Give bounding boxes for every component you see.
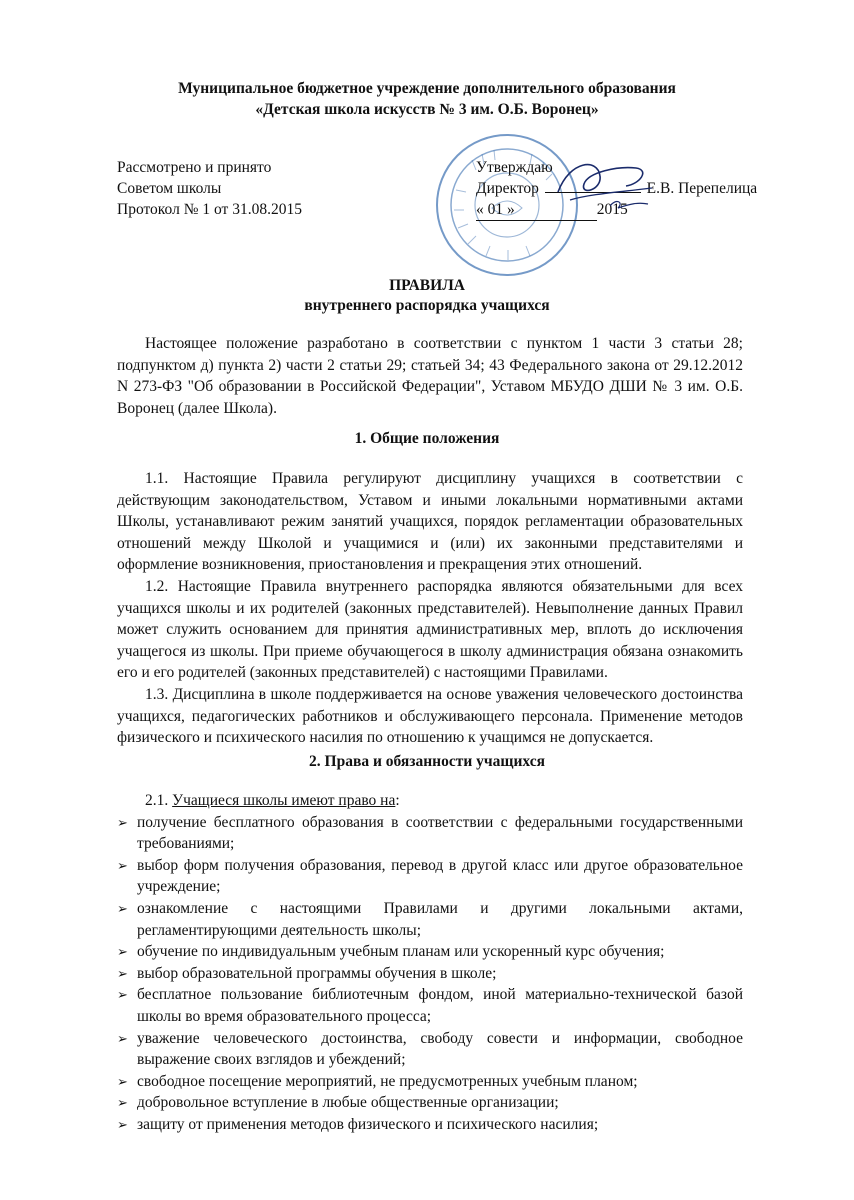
section-1-heading: 1. Общие положения xyxy=(354,430,500,447)
list-item xyxy=(117,984,743,1027)
institution-header xyxy=(0,78,854,120)
list-item xyxy=(117,855,743,898)
section-2-lead: 2.1. Учащиеся школы имеют право на: xyxy=(145,792,400,809)
list-item xyxy=(117,963,743,985)
paragraph-1-1: 1.1. Настоящие Правила регулируют дисциплину учащихся в соответствии с действующим законодательством, Уставом и иными локальными нормативными актами Школы, устанавливают режим занятий учащихся, порядок регламентации образовательных отношений между Школой и учащимися и (или) их законными представителями и оформление возникновения, приостановления и прекращения этих отношений. xyxy=(117,470,743,574)
lead-text: Учащиеся школы имеют право на xyxy=(172,792,396,809)
title-sub: внутреннего распорядка учащихся xyxy=(304,297,550,314)
arrow-bullet-icon: ➢ xyxy=(117,987,128,1003)
list-item-text: выбор форм получения образования, перевод в другой класс или другое образовательное учреждение; xyxy=(137,856,743,896)
header-line-2: «Детская школа искусств № 3 им. О.Б. Воронец» xyxy=(255,101,599,118)
approval-year: 2015 xyxy=(596,201,628,218)
director-signature xyxy=(540,150,670,220)
list-item xyxy=(117,1028,743,1071)
approval-left-line-2: Советом школы xyxy=(117,180,222,197)
section-1-body xyxy=(117,468,743,749)
arrow-bullet-icon: ➢ xyxy=(117,944,128,960)
arrow-bullet-icon: ➢ xyxy=(117,1073,128,1089)
arrow-bullet-icon: ➢ xyxy=(117,1095,128,1111)
list-item-text: защиту от применения методов физического и психического насилия; xyxy=(137,1115,599,1133)
lead-num: 2.1. xyxy=(145,792,169,809)
arrow-bullet-icon: ➢ xyxy=(117,814,128,830)
approval-left xyxy=(117,157,302,220)
title-main: ПРАВИЛА xyxy=(389,277,465,294)
intro-paragraph xyxy=(117,333,743,419)
intro-text: Настоящее положение разработано в соответствии с пунктом 1 части 3 статьи 28; подпунктом д) пункта 2) части 2 статьи 29; статьей 34; 43 Федерального закона от 29.12.2012 N 273-ФЗ "Об образовании в Российской Федерации", Уставом МБУДО ДШИ № 3 им. О.Б. Воронец (далее Школа). xyxy=(117,335,743,417)
list-item xyxy=(117,812,743,855)
paragraph-1-3: 1.3. Дисциплина в школе поддерживается на основе уважения человеческого достоинства учащихся, педагогических работников и обслуживающего персонала. Применение методов физического и психического насилия по отношению к учащимся не допускается. xyxy=(117,685,743,747)
list-item xyxy=(117,1071,743,1093)
list-item-text: уважение человеческого достоинства, свободу совести и информации, свободное выражение своих взглядов и убеждений; xyxy=(137,1029,743,1069)
list-item xyxy=(117,1114,743,1136)
list-item-text: добровольное вступление в любые общественные организации; xyxy=(137,1094,559,1112)
approval-left-line-3: Протокол № 1 от 31.08.2015 xyxy=(117,201,302,218)
rights-list xyxy=(117,812,743,1136)
director-role: Директор xyxy=(476,180,539,197)
list-item-text: свободное посещение мероприятий, не предусмотренных учебным планом; xyxy=(137,1072,638,1090)
arrow-bullet-icon: ➢ xyxy=(117,1030,128,1046)
section-2-body xyxy=(117,790,743,1136)
list-item xyxy=(117,898,743,941)
paragraph-1-2: 1.2. Настоящие Правила внутреннего распорядка являются обязательными для всех учащихся школы и их родителей (законных представителей). Невыполнение данных Правил может служить основанием для принятия административных мер, вплоть до исключения учащегося из школы. При приеме обучающегося в школу администрация обязана ознакомить его и его родителей (законных представителей) с настоящими Правилами. xyxy=(117,577,743,682)
approval-right-line-1: Утверждаю xyxy=(476,159,553,176)
document-title xyxy=(0,276,854,316)
header-line-1: Муниципальное бюджетное учреждение дополнительного образования xyxy=(178,80,676,97)
director-name: Е.В. Перепелица xyxy=(646,180,758,197)
list-item-text: получение бесплатного образования в соответствии с федеральными государственными требованиями; xyxy=(137,813,743,853)
list-item-text: ознакомление с настоящими Правилами и другими локальными актами, регламентирующими деятельность школы; xyxy=(137,899,743,939)
approval-left-line-1: Рассмотрено и принято xyxy=(117,159,272,176)
arrow-bullet-icon: ➢ xyxy=(117,900,128,916)
list-item xyxy=(117,941,743,963)
list-item-text: бесплатное пользование библиотечным фондом, иной материально-технической базой школы во время образовательного процесса; xyxy=(137,986,743,1025)
list-item-text: выбор образовательной программы обучения в школе; xyxy=(137,964,497,982)
arrow-bullet-icon: ➢ xyxy=(117,857,128,873)
arrow-bullet-icon: ➢ xyxy=(117,1116,128,1132)
arrow-bullet-icon: ➢ xyxy=(117,965,128,981)
section-2-heading: 2. Права и обязанности учащихся xyxy=(309,753,545,770)
list-item-text: обучение по индивидуальным учебным планам или ускоренный курс обучения; xyxy=(137,943,665,961)
list-item xyxy=(117,1092,743,1114)
approval-date-day: « 01 » xyxy=(476,201,515,218)
